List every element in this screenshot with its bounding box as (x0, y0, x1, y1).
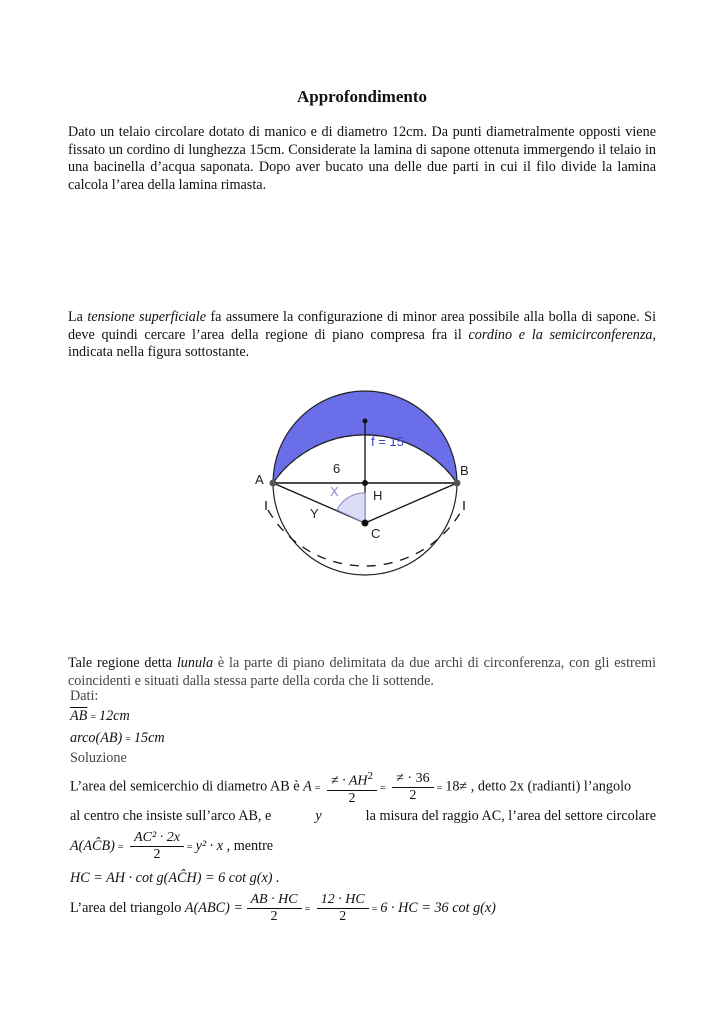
fraction-2 (392, 771, 433, 804)
eq-sign: = (186, 841, 193, 853)
eq-sign: = (117, 841, 124, 853)
eq-sign: = (125, 734, 131, 745)
eq-sign: = (314, 782, 321, 794)
sector-fraction-den: 2 (153, 847, 161, 862)
point-b (454, 480, 461, 487)
text-span: La (68, 309, 88, 325)
sector-fraction (130, 830, 184, 863)
sector-area-line (70, 830, 273, 863)
point-a (270, 480, 277, 487)
text-span: L’area del semicerchio di diametro AB è (70, 778, 300, 795)
text-span: al centro che insiste sull’arco AB, e (70, 808, 272, 824)
term-tensione: tensione superficiale (87, 309, 207, 325)
sector-rhs: y² · x (195, 837, 224, 854)
text-span: L’area del triangolo (70, 899, 182, 916)
text-span: , indicata nella figura sottostante. (68, 326, 656, 361)
text-span: fa assumere la configurazione di minor area possibile alla bolla di sapone. Si deve quindi cercare l’area della regione di piano compresa fra il (68, 309, 657, 343)
point-top (363, 419, 368, 424)
fraction-1 (327, 768, 377, 807)
angle-sector (337, 493, 365, 523)
central-angle-line (70, 808, 656, 825)
eq-sign: = (371, 903, 378, 915)
triangle-fraction-1-den: 2 (270, 909, 278, 924)
var-y: y (315, 808, 322, 824)
triangle-fraction-2-den: 2 (339, 909, 347, 924)
label-h: H (373, 488, 383, 503)
term-cordino: cordino e la semicirconferenza (468, 326, 653, 343)
point-h (362, 480, 368, 486)
label-six: 6 (333, 461, 341, 476)
sector-fraction-num: AC² · 2x (130, 830, 184, 847)
label-c: C (371, 526, 381, 541)
triangle-fraction-1-num: AB · HC (247, 892, 302, 909)
area-symbol: A (303, 778, 312, 795)
explanation-paragraph (68, 309, 656, 362)
dato-ab-rhs: 12cm (98, 708, 130, 724)
dato-ab-lhs: $\overline{AB}$ (70, 708, 88, 724)
num-text: ≠ · AH (330, 773, 368, 789)
dato-ab (70, 708, 130, 725)
triangle-area-line (70, 892, 496, 925)
area-result: 18≠ (445, 778, 468, 795)
hc-line: HC = AH · cot g(AĈH) = 6 cot g(x) . (70, 870, 280, 886)
triangle-fraction-2-num: 12 · HC (317, 892, 369, 909)
eq-sign: = (436, 782, 443, 794)
triangle-fraction-2 (317, 892, 369, 925)
eq-sign: = (90, 712, 96, 723)
label-x: X (330, 484, 339, 499)
lunula-definition (68, 655, 656, 690)
term-lunula: lunula (176, 655, 214, 671)
dato-arco-rhs: 15cm (133, 730, 165, 746)
triangle-lhs: A(ABC) = (184, 899, 243, 916)
fraction-2-num: ≠ · 36 (392, 771, 433, 788)
text-span: , detto 2x (radianti) l’angolo (470, 778, 632, 795)
eq-sign: = (380, 782, 386, 794)
fraction-2-den: 2 (409, 787, 417, 803)
page-title: Approfondimento (296, 87, 428, 106)
label-a: A (255, 472, 264, 487)
text-span: la misura del raggio AC, l’area del settore circolare (365, 808, 656, 824)
fraction-1-num (327, 768, 377, 791)
semicircle-area-line (70, 768, 631, 807)
point-c (362, 520, 369, 527)
text-span: , mentre (226, 837, 274, 854)
soluzione-label: Soluzione (70, 750, 127, 766)
dati-label: Dati: (70, 688, 99, 704)
label-f: f = 15 (371, 434, 404, 449)
triangle-fraction-1 (247, 892, 302, 925)
label-b: B (460, 463, 469, 478)
eq-sign: = (304, 903, 311, 915)
dato-arco-lhs: arco(AB) (70, 730, 123, 746)
dato-arco (70, 730, 165, 747)
problem-statement: Dato un telaio circolare dotato di manico e di diametro 12cm. Da punti diametralmente opposti viene fissato un cordino di lunghezza 15cm. Considerate la lamina di sapone ottenuta immergendo il telaio in una bacinella d’acqua saponata. Dopo aver bucato una delle due parti in cui il filo divide la lamina calcola l’area della lamina rimasta. (68, 124, 656, 193)
triangle-rhs: 6 · HC = 36 cot g(x) (380, 899, 496, 916)
exponent: 2 (367, 770, 374, 782)
fraction-1-den: 2 (348, 790, 356, 806)
text-span: è la parte di piano delimitata da due archi di circonferenza, con gli estremi coincidenti e situati dalla stessa parte della corda che li sottende. (68, 655, 657, 689)
sector-lhs: A(AĈB) (70, 837, 115, 854)
text-span: Tale regione detta (68, 655, 177, 671)
label-y: Y (310, 506, 319, 521)
lune-figure (240, 378, 490, 628)
